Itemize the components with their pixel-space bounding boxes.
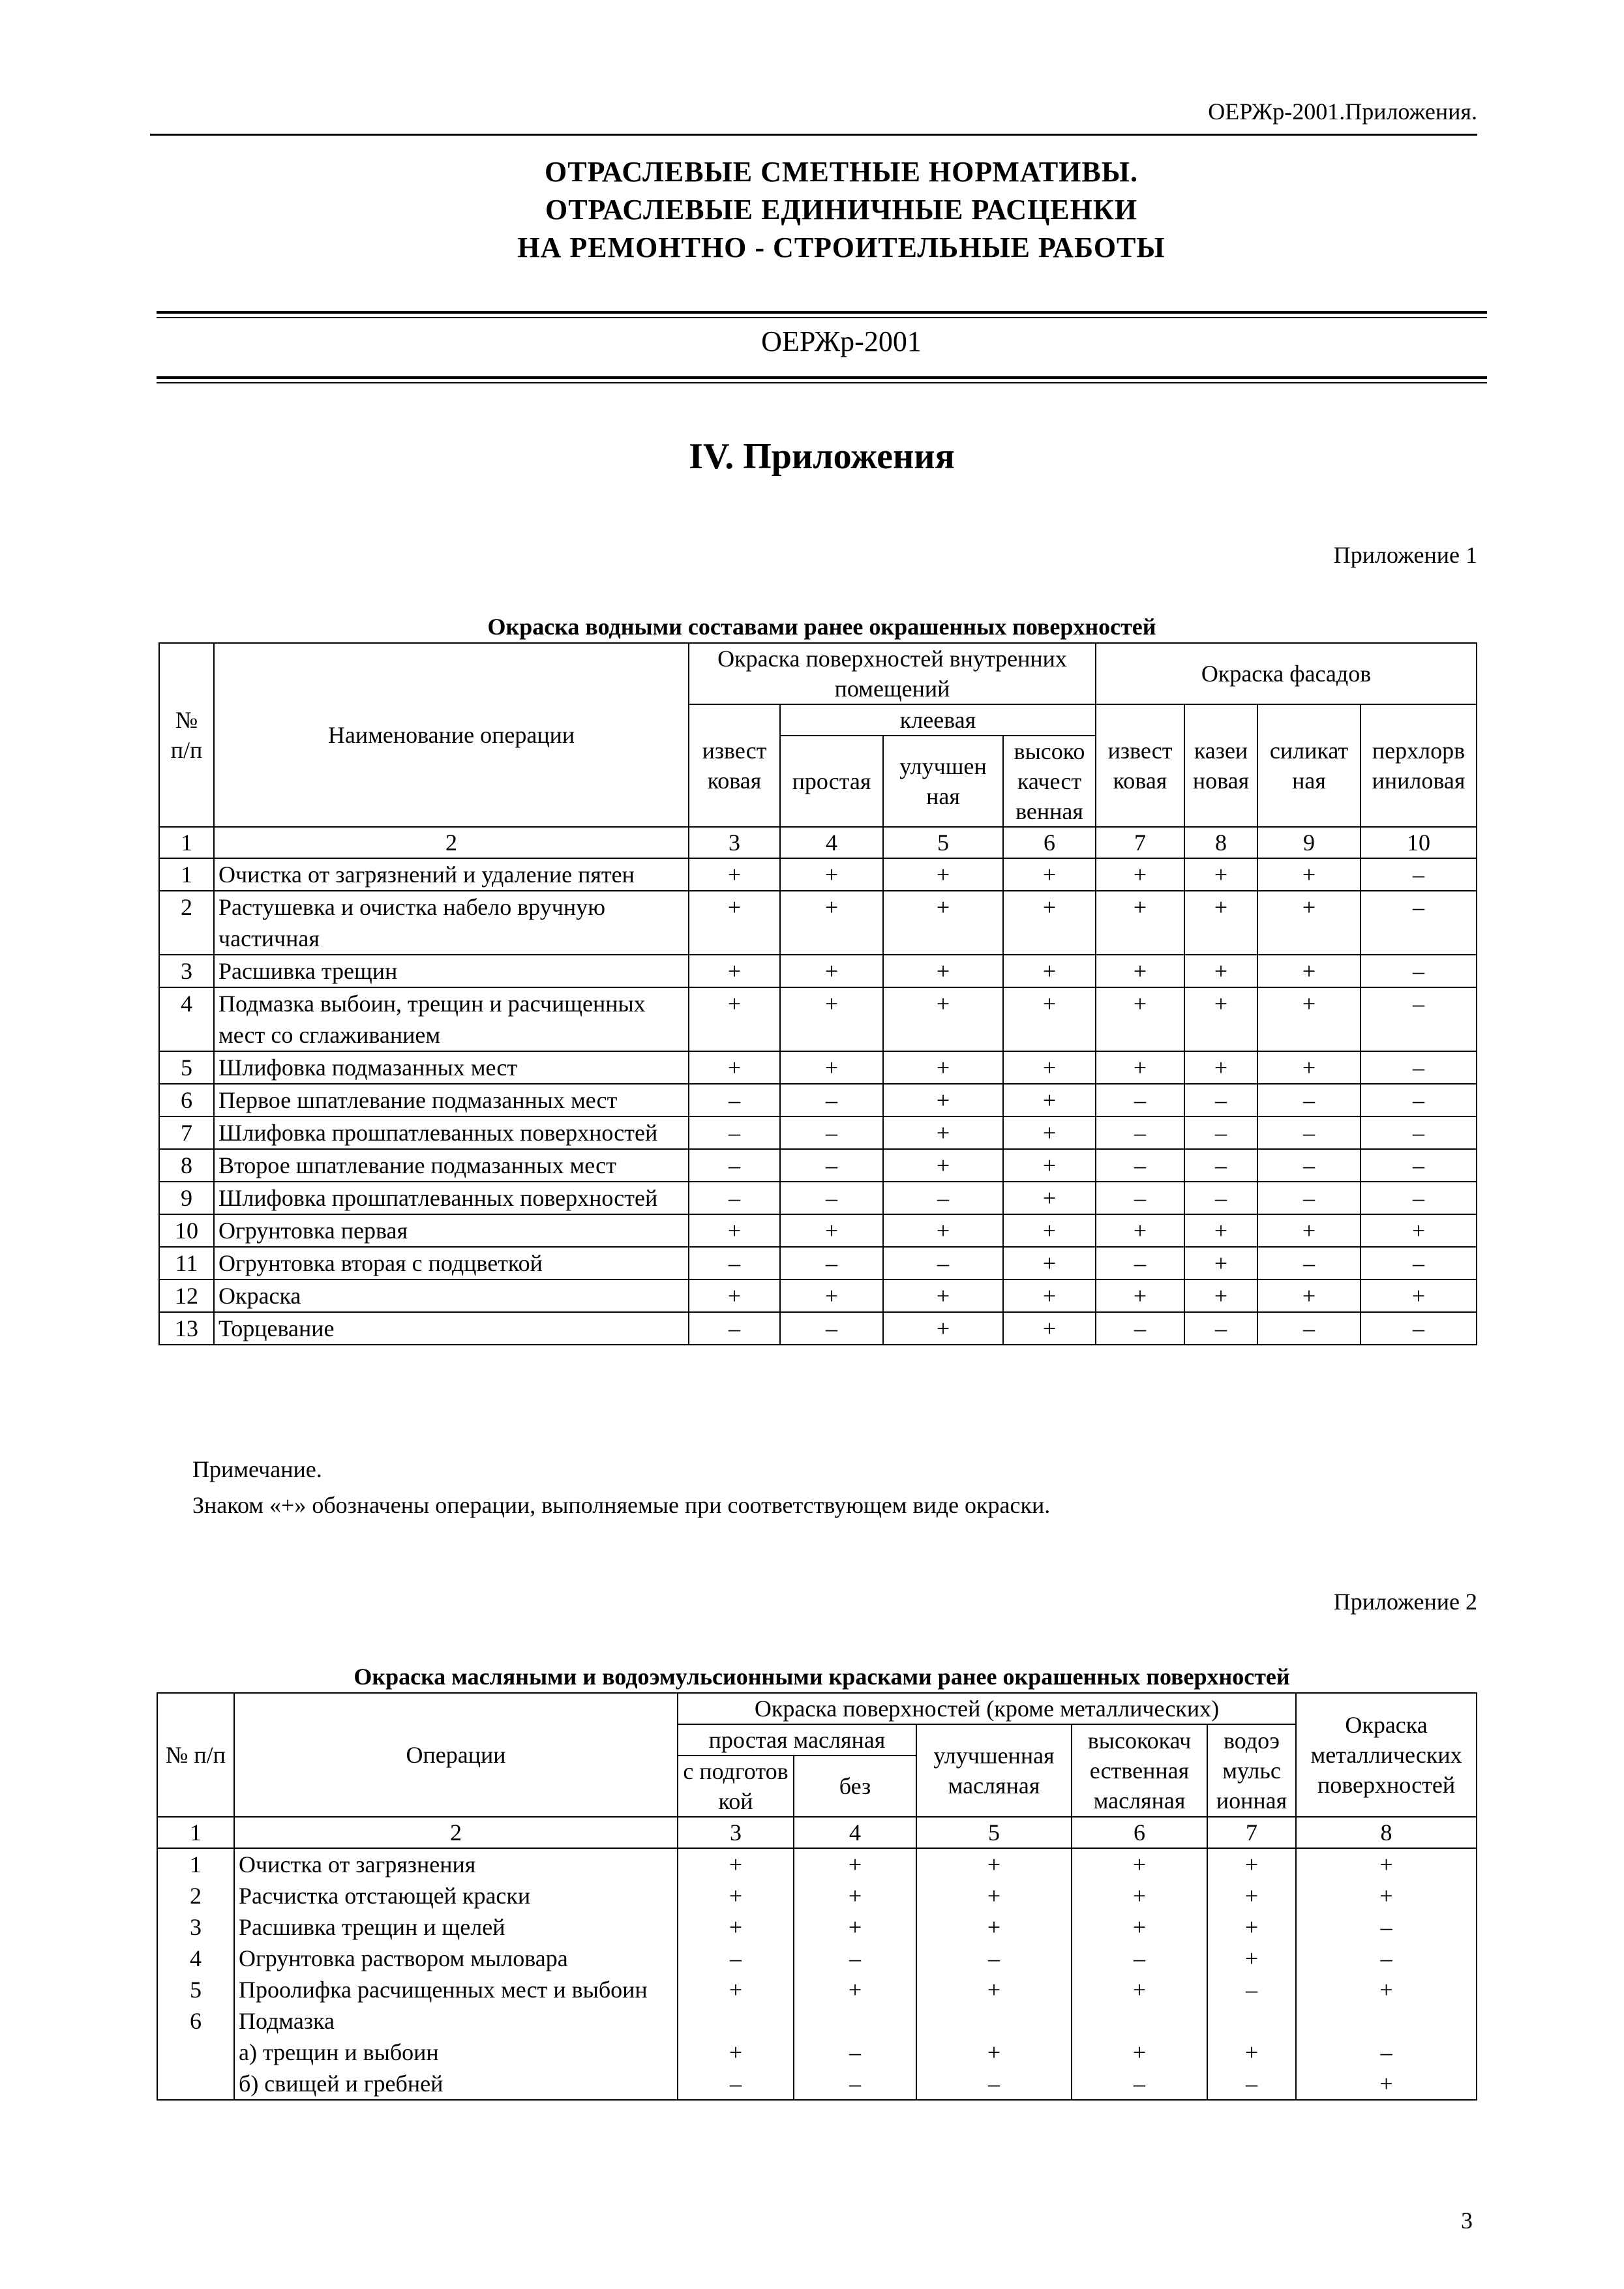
header-col: силикат ная	[1257, 704, 1361, 827]
mark-cell: +	[780, 858, 883, 891]
operation-name: Огрунтовка первая	[214, 1214, 689, 1247]
appendix-1-table	[158, 642, 1477, 1345]
mark-cell: –	[1072, 2068, 1207, 2100]
mark-cell: +	[1257, 1279, 1361, 1312]
mark-cell: –	[1184, 1149, 1257, 1182]
row-number: 3	[157, 1911, 234, 1943]
header-col: извест ковая	[1096, 704, 1184, 827]
note-title: Примечание.	[192, 1456, 322, 1482]
mark-cell: –	[780, 1116, 883, 1149]
mark-cell: –	[883, 1182, 1003, 1214]
mark-cell: +	[689, 1051, 780, 1084]
header-high-quality: высококач ественная масляная	[1072, 1724, 1207, 1817]
mark-cell: +	[1096, 858, 1184, 891]
row-number: 5	[157, 1974, 234, 2005]
mark-cell: –	[1096, 1116, 1184, 1149]
mark-cell: –	[1361, 955, 1477, 987]
header-without: без	[794, 1756, 916, 1817]
mark-cell: +	[1003, 1084, 1096, 1116]
mark-cell: +	[689, 987, 780, 1051]
header-col: улучшен ная	[883, 736, 1003, 827]
header-with-prep: с подготов кой	[678, 1756, 794, 1817]
table-row	[159, 858, 1477, 891]
mark-cell: –	[1257, 1149, 1361, 1182]
mark-cell: +	[1072, 1911, 1207, 1943]
operation-name: Расчистка отстающей краски	[234, 1880, 678, 1911]
title-line: НА РЕМОНТНО - СТРОИТЕЛЬНЫЕ РАБОТЫ	[517, 232, 1165, 263]
mark-cell: –	[1096, 1084, 1184, 1116]
operation-name: Торцевание	[214, 1312, 689, 1345]
appendix-2-label: Приложение 2	[1333, 1589, 1477, 1615]
mark-cell: +	[689, 1214, 780, 1247]
row-number: 5	[159, 1051, 214, 1084]
table-row	[157, 1880, 1477, 1911]
mark-cell	[678, 2005, 794, 2037]
mark-cell: +	[1096, 987, 1184, 1051]
mark-cell: +	[689, 955, 780, 987]
main-title	[0, 153, 1624, 267]
mark-cell: +	[1003, 1051, 1096, 1084]
header-operation: Наименование операции	[214, 643, 689, 827]
col-number: 1	[159, 827, 214, 858]
mark-cell: +	[780, 955, 883, 987]
mark-cell: +	[1003, 987, 1096, 1051]
mark-cell: –	[794, 2037, 916, 2068]
col-number: 5	[916, 1817, 1072, 1848]
mark-cell: –	[780, 1149, 883, 1182]
header-col: казеи новая	[1184, 704, 1257, 827]
header-metal: Окраска металлических поверхностей	[1296, 1693, 1477, 1817]
appendix-1-caption: Окраска водными составами ранее окрашенных поверхностей	[487, 614, 1156, 640]
mark-cell: +	[1207, 1848, 1296, 1880]
mark-cell: +	[1003, 858, 1096, 891]
mark-cell: –	[916, 1943, 1072, 1974]
row-number: 6	[159, 1084, 214, 1116]
mark-cell: +	[1003, 1214, 1096, 1247]
table-row	[159, 1279, 1477, 1312]
table-row	[157, 2005, 1477, 2037]
mark-cell: +	[1257, 987, 1361, 1051]
mark-cell: +	[1184, 987, 1257, 1051]
col-number: 5	[883, 827, 1003, 858]
mark-cell: +	[1207, 1911, 1296, 1943]
operation-name: Расшивка трещин и щелей	[234, 1911, 678, 1943]
title-line: ОТРАСЛЕВЫЕ СМЕТНЫЕ НОРМАТИВЫ.	[545, 156, 1138, 188]
mark-cell: –	[1296, 1911, 1477, 1943]
col-number: 10	[1361, 827, 1477, 858]
mark-cell: –	[1361, 858, 1477, 891]
mark-cell: +	[689, 858, 780, 891]
mark-cell: +	[916, 2037, 1072, 2068]
header-simple-oil: простая масляная	[678, 1724, 916, 1756]
col-number: 2	[214, 827, 689, 858]
mark-cell: +	[1296, 1974, 1477, 2005]
mark-cell: +	[1072, 1848, 1207, 1880]
table-row	[159, 1182, 1477, 1214]
operation-name: Очистка от загрязнений и удаление пятен	[214, 858, 689, 891]
table-row	[159, 987, 1477, 1051]
mark-cell: +	[780, 1051, 883, 1084]
mark-cell: +	[883, 1051, 1003, 1084]
mark-cell	[1296, 2005, 1477, 2037]
operation-name: Растушевка и очистка набело вручную частичная	[214, 891, 689, 955]
row-number: 3	[159, 955, 214, 987]
mark-cell: –	[1184, 1182, 1257, 1214]
row-number: 7	[159, 1116, 214, 1149]
row-number: 2	[157, 1880, 234, 1911]
mark-cell: –	[780, 1312, 883, 1345]
operation-name: б) свищей и гребней	[234, 2068, 678, 2100]
header-facade-group: Окраска фасадов	[1096, 643, 1477, 704]
mark-cell: –	[1361, 1116, 1477, 1149]
mark-cell: +	[883, 1149, 1003, 1182]
row-number: 6	[157, 2005, 234, 2037]
row-number	[157, 2068, 234, 2100]
header-improved: улучшенная масляная	[916, 1724, 1072, 1817]
table-row	[157, 1911, 1477, 1943]
mark-cell: –	[1257, 1182, 1361, 1214]
mark-cell: +	[1184, 858, 1257, 891]
mark-cell: –	[1361, 1247, 1477, 1279]
mark-cell: +	[1072, 1974, 1207, 2005]
mark-cell: +	[1096, 1051, 1184, 1084]
row-number: 1	[159, 858, 214, 891]
mark-cell: +	[1184, 1214, 1257, 1247]
mark-cell: +	[678, 2037, 794, 2068]
mark-cell: +	[1096, 955, 1184, 987]
table-row	[159, 1312, 1477, 1345]
header-surfaces-group: Окраска поверхностей (кроме металлических)	[678, 1693, 1296, 1724]
row-number: 10	[159, 1214, 214, 1247]
mark-cell: +	[1184, 1279, 1257, 1312]
col-number: 9	[1257, 827, 1361, 858]
title-line: ОТРАСЛЕВЫЕ ЕДИНИЧНЫЕ РАСЦЕНКИ	[545, 194, 1137, 226]
table-row	[159, 1247, 1477, 1279]
header-water-emulsion: водоэ мульс ионная	[1207, 1724, 1296, 1817]
mark-cell: –	[1257, 1084, 1361, 1116]
operation-name: Огрунтовка раствором мыловара	[234, 1943, 678, 1974]
mark-cell: –	[1296, 2037, 1477, 2068]
mark-cell: +	[1003, 1312, 1096, 1345]
mark-cell: +	[1072, 1880, 1207, 1911]
mark-cell: +	[1096, 891, 1184, 955]
operation-name: Подмазка выбоин, трещин и расчищенных мест со сглаживанием	[214, 987, 689, 1051]
mark-cell: –	[780, 1182, 883, 1214]
mark-cell: +	[1257, 858, 1361, 891]
mark-cell: –	[1207, 2068, 1296, 2100]
col-number: 6	[1003, 827, 1096, 858]
mark-cell: –	[1257, 1116, 1361, 1149]
mark-cell: –	[794, 2068, 916, 2100]
table-row	[157, 1974, 1477, 2005]
header-col: перхлорв иниловая	[1361, 704, 1477, 827]
running-head: ОЕРЖр-2001.Приложения.	[1208, 98, 1477, 125]
operation-name: Первое шпатлевание подмазанных мест	[214, 1084, 689, 1116]
mark-cell: +	[1003, 955, 1096, 987]
appendix-2-caption: Окраска масляными и водоэмульсионными красками ранее окрашенных поверхностей	[353, 1664, 1290, 1690]
mark-cell: +	[794, 1911, 916, 1943]
column-numbers-row	[157, 1817, 1477, 1848]
row-number: 4	[159, 987, 214, 1051]
note-text: Знаком «+» обозначены операции, выполняемые при соответствующем виде окраски.	[192, 1492, 1051, 1518]
double-rule-bottom	[157, 376, 1487, 379]
mark-cell: +	[1096, 1214, 1184, 1247]
mark-cell: +	[1003, 1149, 1096, 1182]
col-number: 1	[157, 1817, 234, 1848]
mark-cell: –	[1361, 1312, 1477, 1345]
operation-name: Второе шпатлевание подмазанных мест	[214, 1149, 689, 1182]
mark-cell: –	[1096, 1149, 1184, 1182]
col-number: 8	[1296, 1817, 1477, 1848]
header-num: № п/п	[159, 643, 214, 827]
double-rule-top	[157, 311, 1487, 314]
table-row	[159, 891, 1477, 955]
mark-cell: +	[883, 1214, 1003, 1247]
operation-name: Расшивка трещин	[214, 955, 689, 987]
mark-cell: +	[794, 1880, 916, 1911]
operation-name: Очистка от загрязнения	[234, 1848, 678, 1880]
appendix-1-label: Приложение 1	[1333, 542, 1477, 568]
row-number	[157, 2037, 234, 2068]
operation-name: Шлифовка прошпатлеванных поверхностей	[214, 1116, 689, 1149]
mark-cell: –	[1361, 1182, 1477, 1214]
header-col: извест ковая	[689, 704, 780, 827]
header-col: высоко качест венная	[1003, 736, 1096, 827]
header-rule	[150, 134, 1477, 136]
header-col: простая	[780, 736, 883, 827]
row-number: 8	[159, 1149, 214, 1182]
mark-cell: –	[780, 1084, 883, 1116]
mark-cell: –	[1361, 1149, 1477, 1182]
mark-cell: –	[689, 1182, 780, 1214]
mark-cell: +	[916, 1911, 1072, 1943]
mark-cell: –	[678, 2068, 794, 2100]
page-number: 3	[1461, 2207, 1473, 2234]
operation-name: Проолифка расчищенных мест и выбоин	[234, 1974, 678, 2005]
mark-cell: +	[1184, 1051, 1257, 1084]
mark-cell: +	[678, 1974, 794, 2005]
mark-cell: +	[883, 858, 1003, 891]
mark-cell: +	[1296, 2068, 1477, 2100]
mark-cell: +	[1257, 1051, 1361, 1084]
mark-cell: +	[780, 1214, 883, 1247]
row-number: 1	[157, 1848, 234, 1880]
mark-cell: +	[678, 1848, 794, 1880]
mark-cell: +	[1096, 1279, 1184, 1312]
mark-cell: +	[1072, 2037, 1207, 2068]
mark-cell: +	[883, 1279, 1003, 1312]
mark-cell: +	[780, 1279, 883, 1312]
mark-cell: +	[1296, 1848, 1477, 1880]
row-number: 12	[159, 1279, 214, 1312]
mark-cell: +	[1361, 1214, 1477, 1247]
mark-cell: +	[689, 891, 780, 955]
col-number: 4	[794, 1817, 916, 1848]
table-row	[159, 1214, 1477, 1247]
mark-cell: –	[1072, 1943, 1207, 1974]
mark-cell: +	[1257, 891, 1361, 955]
table-row	[159, 1051, 1477, 1084]
mark-cell: –	[1184, 1312, 1257, 1345]
appendix-2-table	[157, 1692, 1477, 2101]
mark-cell: +	[780, 891, 883, 955]
mark-cell: –	[1257, 1312, 1361, 1345]
mark-cell: +	[883, 1084, 1003, 1116]
mark-cell: –	[1184, 1084, 1257, 1116]
mark-cell: –	[1361, 1051, 1477, 1084]
table-row	[159, 955, 1477, 987]
mark-cell: +	[916, 1848, 1072, 1880]
table-row	[157, 1943, 1477, 1974]
table-row	[157, 2068, 1477, 2100]
mark-cell: +	[1257, 1214, 1361, 1247]
mark-cell: +	[883, 891, 1003, 955]
mark-cell: –	[689, 1116, 780, 1149]
mark-cell: +	[883, 987, 1003, 1051]
header-operations: Операции	[234, 1693, 678, 1817]
section-title: IV. Приложения	[689, 436, 955, 477]
mark-cell: –	[1361, 987, 1477, 1051]
operation-name: а) трещин и выбоин	[234, 2037, 678, 2068]
col-number: 3	[689, 827, 780, 858]
mark-cell: +	[883, 1312, 1003, 1345]
mark-cell: –	[689, 1084, 780, 1116]
mark-cell: –	[1296, 1943, 1477, 1974]
operation-name: Окраска	[214, 1279, 689, 1312]
mark-cell: +	[1296, 1880, 1477, 1911]
mark-cell: +	[1003, 1116, 1096, 1149]
col-number: 6	[1072, 1817, 1207, 1848]
mark-cell: +	[780, 987, 883, 1051]
row-number: 2	[159, 891, 214, 955]
mark-cell: –	[1184, 1116, 1257, 1149]
mark-cell: –	[883, 1247, 1003, 1279]
mark-cell	[1072, 2005, 1207, 2037]
mark-cell: –	[689, 1247, 780, 1279]
operation-name: Шлифовка прошпатлеванных поверхностей	[214, 1182, 689, 1214]
mark-cell: –	[1257, 1247, 1361, 1279]
mark-cell: +	[1003, 891, 1096, 955]
mark-cell: –	[1361, 891, 1477, 955]
document-code: ОЕРЖр-2001	[761, 325, 922, 357]
mark-cell: +	[883, 1116, 1003, 1149]
col-number: 3	[678, 1817, 794, 1848]
mark-cell: +	[1207, 1880, 1296, 1911]
mark-cell: –	[678, 1943, 794, 1974]
mark-cell: +	[1207, 2037, 1296, 2068]
mark-cell: +	[1257, 955, 1361, 987]
col-number: 4	[780, 827, 883, 858]
mark-cell: +	[883, 955, 1003, 987]
operation-name: Огрунтовка вторая с подцветкой	[214, 1247, 689, 1279]
mark-cell: +	[1184, 1247, 1257, 1279]
mark-cell: +	[916, 1974, 1072, 2005]
col-number: 2	[234, 1817, 678, 1848]
mark-cell: +	[1184, 955, 1257, 987]
mark-cell: +	[794, 1974, 916, 2005]
mark-cell: +	[678, 1911, 794, 1943]
mark-cell: +	[1003, 1279, 1096, 1312]
mark-cell	[916, 2005, 1072, 2037]
header-num: № п/п	[157, 1693, 234, 1817]
row-number: 9	[159, 1182, 214, 1214]
mark-cell: +	[1207, 1943, 1296, 1974]
mark-cell: –	[1096, 1247, 1184, 1279]
table-row	[159, 1149, 1477, 1182]
mark-cell: –	[1096, 1312, 1184, 1345]
mark-cell	[794, 2005, 916, 2037]
operation-name: Подмазка	[234, 2005, 678, 2037]
col-number: 8	[1184, 827, 1257, 858]
mark-cell: –	[780, 1247, 883, 1279]
mark-cell: +	[1184, 891, 1257, 955]
mark-cell: –	[1207, 1974, 1296, 2005]
col-number: 7	[1207, 1817, 1296, 1848]
row-number: 4	[157, 1943, 234, 1974]
mark-cell: –	[794, 1943, 916, 1974]
mark-cell	[1207, 2005, 1296, 2037]
mark-cell: +	[916, 1880, 1072, 1911]
mark-cell: –	[916, 2068, 1072, 2100]
mark-cell: –	[1096, 1182, 1184, 1214]
mark-cell: +	[1361, 1279, 1477, 1312]
table-row	[157, 1848, 1477, 1880]
mark-cell: +	[1003, 1247, 1096, 1279]
col-number: 7	[1096, 827, 1184, 858]
table-row	[157, 2037, 1477, 2068]
mark-cell: –	[689, 1149, 780, 1182]
table-row	[159, 1116, 1477, 1149]
row-number: 13	[159, 1312, 214, 1345]
operation-name: Шлифовка подмазанных мест	[214, 1051, 689, 1084]
mark-cell: +	[794, 1848, 916, 1880]
mark-cell: +	[689, 1279, 780, 1312]
mark-cell: –	[1361, 1084, 1477, 1116]
mark-cell: +	[678, 1880, 794, 1911]
row-number: 11	[159, 1247, 214, 1279]
header-interior-group: Окраска поверхностей внутренних помещений	[689, 643, 1096, 704]
mark-cell: +	[1003, 1182, 1096, 1214]
column-numbers-row	[159, 827, 1477, 858]
header-glue: клеевая	[780, 704, 1096, 736]
table-row	[159, 1084, 1477, 1116]
mark-cell: –	[689, 1312, 780, 1345]
